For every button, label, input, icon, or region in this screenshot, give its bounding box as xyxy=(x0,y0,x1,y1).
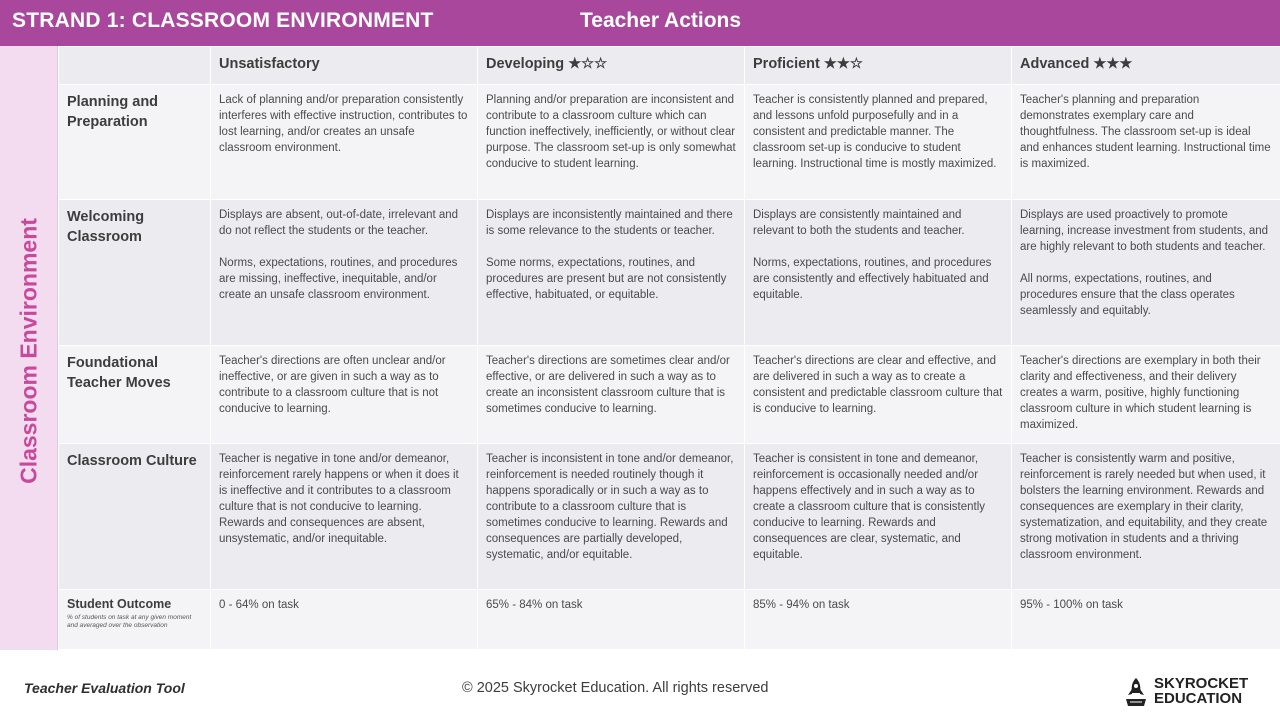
column-header-developing: Developing ★☆☆ xyxy=(478,47,745,85)
table-cell: Displays are inconsistently maintained and there is some relevance to the students or teacher. Some norms, expectations, routines, and procedures are present but are not consistently effective, habituated, or equitable. xyxy=(478,200,745,346)
sidebar xyxy=(0,46,58,650)
table-cell: Teacher's planning and preparation demonstrates exemplary care and thoughtfulness. The classroom set-up is ideal and enhances student learning. Instructional time is maximized. xyxy=(1012,85,1280,200)
rubric-table xyxy=(58,46,1280,650)
row-title: Foundational Teacher Moves xyxy=(59,346,211,444)
table-cell: Displays are absent, out-of-date, irrelevant and do not reflect the students or the teacher. Norms, expectations, routines, and procedures are missing, ineffective, inequitable, and/or create an unsafe classroom environment. xyxy=(211,200,478,346)
star-rating: ★★★ xyxy=(1093,56,1133,72)
table-cell: Teacher is consistently planned and prepared, and lessons unfold purposefully and in a consistent and predictable manner. The classroom set-up is conducive to student learning. Instructional time is mostly maximized. xyxy=(745,85,1012,200)
section-title: Teacher Actions xyxy=(580,9,742,32)
table-cell: Planning and/or preparation are inconsistent and contribute to a classroom culture which can function ineffectively, inefficiently, or without clear purpose. The classroom set-up is only somewhat conducive to student learning. xyxy=(478,85,745,200)
footer-tool-name: Teacher Evaluation Tool xyxy=(24,680,185,696)
brand-logo xyxy=(1124,676,1264,708)
table-cell: Displays are consistently maintained and relevant to both the students and teacher. Norms, expectations, routines, and procedures are consistently and effectively habituated and equitable. xyxy=(745,200,1012,346)
table-row xyxy=(59,346,1280,444)
outcome-value: 95% - 100% on task xyxy=(1012,590,1280,650)
table-row xyxy=(59,444,1280,590)
table-cell: Displays are used proactively to promote learning, increase investment from students, and are highly relevant to both students and teacher. All norms, expectations, routines, and procedures ensure that the class operates seamlessly and equitably. xyxy=(1012,200,1280,346)
outcome-value: 85% - 94% on task xyxy=(745,590,1012,650)
corner-cell xyxy=(59,47,211,85)
outcome-value: 0 - 64% on task xyxy=(211,590,478,650)
column-header-proficient: Proficient ★★☆ xyxy=(745,47,1012,85)
sidebar-label: Classroom Environment xyxy=(15,218,42,484)
star-rating: ★★☆ xyxy=(823,56,863,72)
brand-line-1: SKYROCKET xyxy=(1154,675,1249,692)
table-cell: Teacher's directions are often unclear and/or ineffective, or are given in such a way as to contribute to a classroom culture that is not conducive to learning. xyxy=(211,346,478,444)
outcome-title: Student Outcome xyxy=(67,597,172,611)
table-row xyxy=(59,200,1280,346)
table-row xyxy=(59,85,1280,200)
table-cell: Lack of planning and/or preparation consistently interferes with effective instruction, contributes to lost learning, and/or creates an unsafe classroom environment. xyxy=(211,85,478,200)
table-cell: Teacher is consistently warm and positive, reinforcement is rarely needed but when used, it bolsters the learning environment. Rewards and consequences are exemplary in their clarity, systematization, and equitability, and they create strong motivation in students and a thriving classroom environment. xyxy=(1012,444,1280,590)
table-cell: Teacher is negative in tone and/or demeanor, reinforcement rarely happens or when it does it is ineffective and it contributes to a classroom culture that is not conducive to learning. Rewards and consequences are absent, unsystematic, and/or inequitable. xyxy=(211,444,478,590)
outcome-note: % of students on task at any given moment and averaged over the observation xyxy=(67,614,192,629)
column-header-unsatisfactory: Unsatisfactory xyxy=(211,47,478,85)
strand-title: STRAND 1: CLASSROOM ENVIRONMENT xyxy=(12,9,434,32)
header-bar xyxy=(0,0,1280,46)
row-title: Classroom Culture xyxy=(59,444,211,590)
outcome-row xyxy=(59,590,1280,650)
table-cell: Teacher is consistent in tone and demeanor, reinforcement is occasionally needed and/or happens effectively and in such a way as to create a classroom culture that is consistently conducive to learning. Rewards and consequences are clear, systematic, and equitable. xyxy=(745,444,1012,590)
table-cell: Teacher is inconsistent in tone and/or demeanor, reinforcement is needed routinely though it happens sporadically or in such a way as to contribute to a classroom culture that is sometimes conducive to learning. Rewards and consequences are partially developed, systematic, and/or equitable. xyxy=(478,444,745,590)
table-cell: Teacher's directions are sometimes clear and/or effective, or are delivered in such a way as to create an inconsistent classroom culture that is sometimes conducive to learning. xyxy=(478,346,745,444)
rocket-icon xyxy=(1124,677,1148,707)
row-title: Planning and Preparation xyxy=(59,85,211,200)
brand-line-2: EDUCATION xyxy=(1154,690,1243,707)
outcome-header xyxy=(59,590,211,650)
outcome-value: 65% - 84% on task xyxy=(478,590,745,650)
star-rating: ★☆☆ xyxy=(568,56,608,72)
footer-copyright: © 2025 Skyrocket Education. All rights reserved xyxy=(462,680,769,696)
table-cell: Teacher's directions are clear and effective, and are delivered in such a way as to create a consistent and predictable classroom culture that is conducive to learning. xyxy=(745,346,1012,444)
row-title: Welcoming Classroom xyxy=(59,200,211,346)
table-cell: Teacher's directions are exemplary in both their clarity and effectiveness, and their delivery creates a warm, positive, highly functioning classroom culture in which student learning is maximized. xyxy=(1012,346,1280,444)
column-header-advanced: Advanced ★★★ xyxy=(1012,47,1280,85)
header-row xyxy=(59,47,1280,85)
